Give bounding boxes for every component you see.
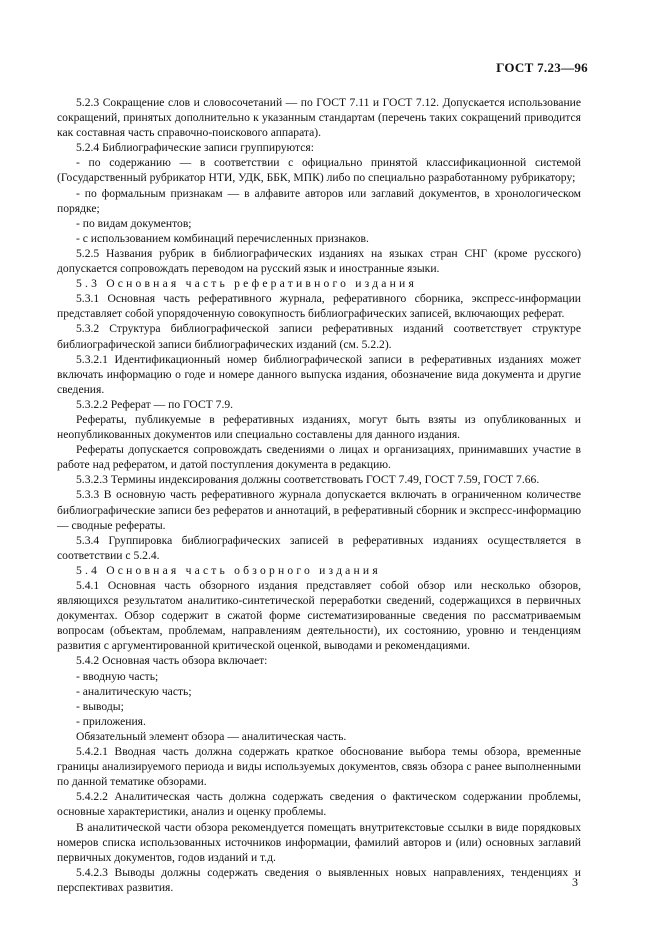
paragraph-5-4-2-3: 5.4.2.3 Выводы должны содержать сведения о выявленных новых направлениях, тенденциях и перспективах развития.	[57, 865, 581, 894]
paragraph-5-3-2-2: 5.3.2.2 Реферат — по ГОСТ 7.9.	[76, 397, 234, 411]
list-item: - по формальным признакам — в алфавите авторов или заглавий документов, в хронологическом порядке;	[57, 186, 581, 215]
list-item: - с использованием комбинаций перечисленных признаков.	[76, 231, 369, 245]
standard-header: ГОСТ 7.23—96	[496, 60, 588, 75]
paragraph-5-2-3: 5.2.3 Сокращение слов и словосочетаний — по ГОСТ 7.11 и ГОСТ 7.12. Допускается использование сокращений, принятых дополнительно к указанным стандартам (перечень таких сокращений приводится как составная часть справочно-поискового аппарата).	[57, 96, 581, 140]
paragraph-5-4-1: 5.4.1 Основная часть обзорного издания представляет собой обзор или несколько обзоров, являющихся результатом аналитико-синтетической переработки сведений, содержащихся в первичных документах. Обзор содержит в сжатой форме систематизированные сведения по рассматриваемым вопросам (объектам, проблемам, направлениям деятельности), их состоянию, уровню и тенденциям развития с аргументированной критической оценкой, выводами и рекомендациями.	[57, 579, 581, 653]
list-item: - аналитическую часть;	[76, 684, 192, 698]
list-item: - по содержанию — в соответствии с официально принятой классификационной системой (Государственный рубрикатор НТИ, УДК, ББК, МПК) либо по специально разработанному рубрикатору;	[57, 156, 581, 185]
paragraph: Рефераты, публикуемые в реферативных изданиях, могут быть взяты из опубликованных и неопубликованных документов или специально составлены для данного издания.	[57, 412, 581, 442]
paragraph-5-2-4: 5.2.4 Библиографические записи группируются:	[76, 141, 314, 155]
list-item: - вводную часть;	[76, 669, 159, 683]
paragraph-5-3-2: 5.3.2 Структура библиографической записи реферативных изданий соответствует структуре библиографической записи библиографических изданий (см. 5.2.2).	[57, 322, 581, 351]
section-heading-5-3: 5.3 Основная часть реферативного издания	[76, 277, 417, 291]
list-item: - выводы;	[76, 699, 124, 713]
paragraph-5-4-2-2: 5.4.2.2 Аналитическая часть должна содержать сведения о фактическом содержании проблемы, основные характеристики, анализ и оценку проблемы.	[57, 790, 581, 819]
paragraph-5-4-2: 5.4.2 Основная часть обзора включает:	[76, 654, 268, 668]
paragraph: Рефераты допускается сопровождать сведениями о лицах и организациях, принимавших участие в работе над рефератом, и датой поступления документа в редакцию.	[57, 443, 581, 472]
paragraph-5-2-5: 5.2.5 Названия рубрик в библиографических изданиях на языках стран СНГ (кроме русского) допускается сопровождать переводом на русский язык и иностранные языки.	[57, 246, 581, 276]
list-item: - по видам документов;	[76, 216, 192, 230]
document-body	[57, 95, 581, 895]
paragraph-5-3-2-3: 5.3.2.3 Термины индексирования должны соответствовать ГОСТ 7.49, ГОСТ 7.59, ГОСТ 7.66.	[76, 473, 540, 487]
paragraph-5-3-4: 5.3.4 Группировка библиографическиx записей в реферативных изданиях осуществляется в соответствии с 5.2.4.	[57, 533, 581, 562]
paragraph: Обязательный элемент обзора — аналитическая часть.	[76, 729, 347, 743]
paragraph-5-4-2-1: 5.4.2.1 Вводная часть должна содержать краткое обоснование выбора темы обзора, временные границы анализируемого периода и виды используемых документов, связь обзора с ранее выполненными по данной тематике обзорами.	[57, 745, 581, 789]
paragraph-5-3-2-1: 5.3.2.1 Идентификационный номер библиографической записи в реферативных изданиях может включать информацию о годе и номере данного выпуска издания, обозначение вида документа и другие сведения.	[57, 352, 581, 396]
paragraph-5-3-1: 5.3.1 Основная часть реферативного журнала, реферативного сборника, экспресс-информации представляет собой упорядоченную совокупность библиографических записей, включающих реферат.	[57, 292, 581, 321]
section-heading-5-4: 5.4 Основная часть обзорного издания	[76, 563, 381, 577]
page-number: 3	[572, 875, 578, 889]
paragraph-5-3-3: 5.3.3 В основную часть реферативного журнала допускается включать в ограниченном количестве библиографические записи без рефератов и аннотаций, в реферативный сборник и экспресс-информацию — сводные рефераты.	[57, 488, 581, 532]
paragraph: В аналитической части обзора рекомендуется помещать внутритекстовые ссылки в виде порядковых номеров списка использованных источников информации, фамилий авторов и (или) основных заглавий первичных документов, годов изданий и т.д.	[57, 820, 581, 864]
list-item: - приложения.	[76, 714, 146, 728]
